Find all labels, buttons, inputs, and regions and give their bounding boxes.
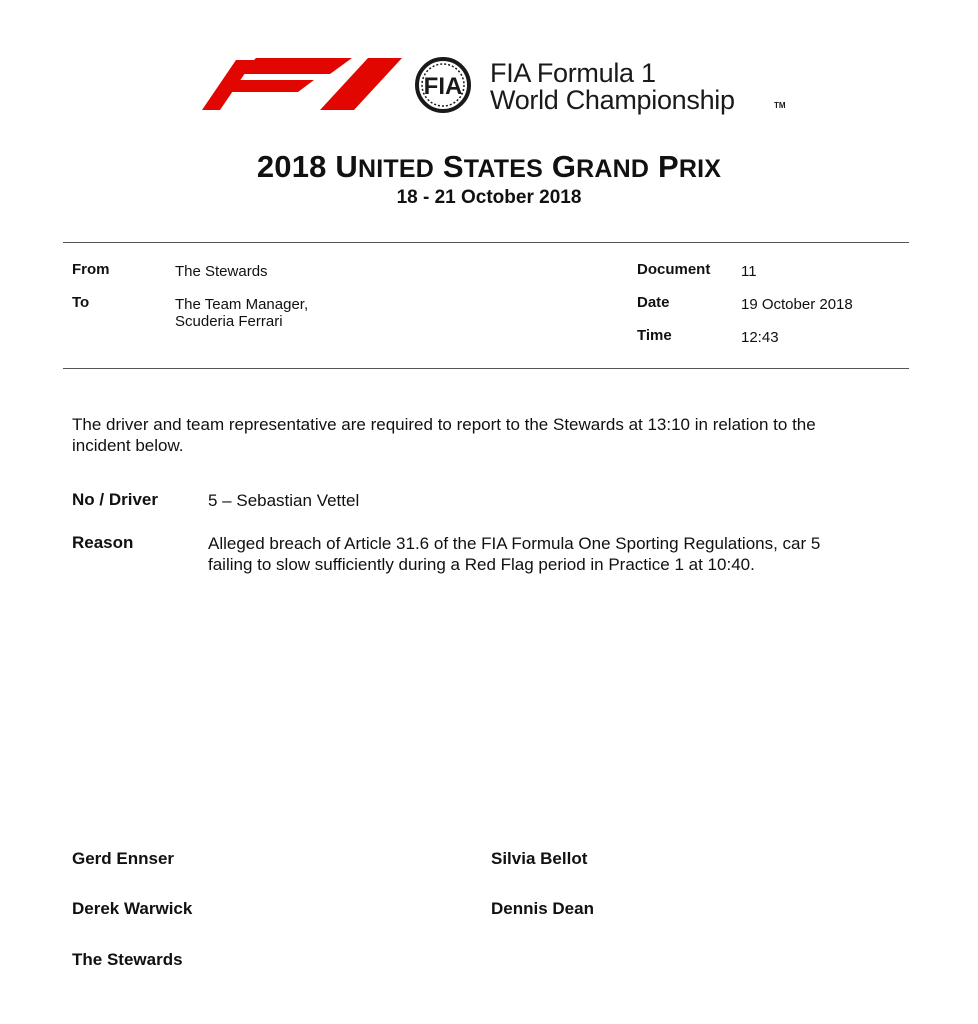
to-label: To xyxy=(72,294,90,311)
divider-top xyxy=(63,242,909,243)
steward-name: Silvia Bellot xyxy=(491,849,588,868)
intro-line-2: incident below. xyxy=(72,436,184,455)
to-value-line-2: Scuderia Ferrari xyxy=(175,313,283,330)
divider-bottom xyxy=(63,368,909,369)
document-label: Document xyxy=(637,261,711,278)
logo-line-2: World Championship xyxy=(490,85,735,115)
reason-line-2: failing to slow sufficiently during a Red Flag period in Practice 1 at 10:40. xyxy=(208,555,755,574)
time-label: Time xyxy=(637,327,672,344)
driver-label: No / Driver xyxy=(72,490,158,509)
title-word-1-initial: U xyxy=(335,149,359,184)
signature-footer: The Stewards xyxy=(72,950,183,969)
trademark-mark: TM xyxy=(774,101,786,110)
steward-name: Dennis Dean xyxy=(491,899,594,918)
time-value: 12:43 xyxy=(741,329,779,346)
event-dates: 18 - 21 October 2018 xyxy=(396,187,582,208)
intro-line-1: The driver and team representative are required to report to the Stewards at 13:10 in relation to the xyxy=(72,415,816,434)
title-word-3-initial: G xyxy=(551,149,577,184)
title-word-4-rest: RIX xyxy=(678,155,722,183)
from-value: The Stewards xyxy=(175,263,268,280)
date-label: Date xyxy=(637,294,670,311)
driver-value: 5 – Sebastian Vettel xyxy=(208,491,360,510)
title-word-2-initial: S xyxy=(442,149,464,184)
steward-name: Gerd Ennser xyxy=(72,849,175,868)
title-word-2-rest: TATES xyxy=(463,155,543,183)
title-word-3-rest: RAND xyxy=(576,155,650,183)
fia-badge-text: FIA xyxy=(423,73,463,100)
title-word-4-initial: P xyxy=(658,149,679,184)
from-label: From xyxy=(72,261,110,278)
title-year: 2018 xyxy=(256,149,327,184)
logo-line-1: FIA Formula 1 xyxy=(490,58,656,88)
reason-line-1: Alleged breach of Article 31.6 of the FIA Formula One Sporting Regulations, car 5 xyxy=(208,534,821,553)
fia-badge xyxy=(402,57,484,113)
document-value: 11 xyxy=(741,263,757,280)
steward-name: Derek Warwick xyxy=(72,899,193,918)
reason-label: Reason xyxy=(72,533,134,552)
event-title xyxy=(0,149,978,185)
date-value: 19 October 2018 xyxy=(741,296,853,313)
f1-logo xyxy=(202,58,402,110)
title-word-1-rest: NITED xyxy=(358,155,435,183)
to-value-line-1: The Team Manager, xyxy=(175,296,309,313)
